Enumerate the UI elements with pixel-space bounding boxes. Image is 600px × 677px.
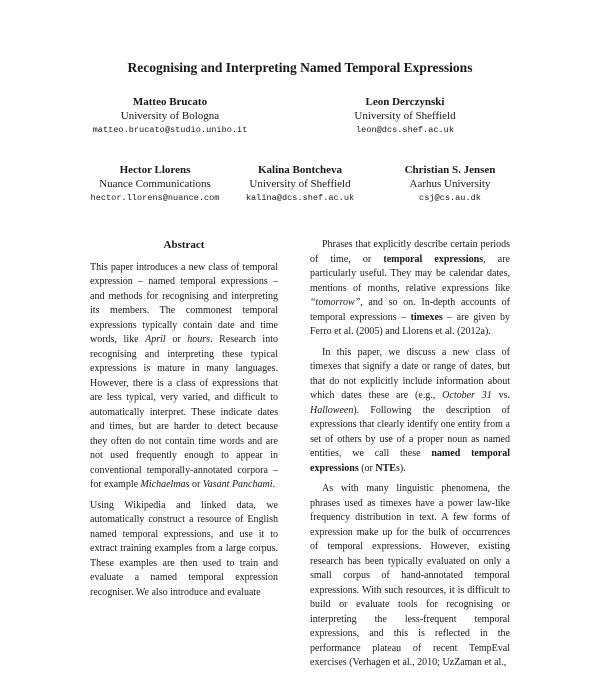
author-email: leon@dcs.shef.ac.uk xyxy=(356,125,454,135)
author-bontcheva xyxy=(225,163,375,206)
abstract-paragraph: Using Wikipedia and linked data, we automatically construct a resource of English named temporal expressions, and use it to extract training examples from a large corpus. These examples are then used to train and evaluate a named temporal expression recogniser. We also introduce and evaluate xyxy=(90,499,278,598)
author-email: hector.llorens@nuance.com xyxy=(90,193,220,203)
author-affiliation: Nuance Communications xyxy=(99,178,211,190)
author-affiliation: University of Sheffield xyxy=(249,178,351,190)
author-brucato xyxy=(90,95,250,138)
author-name: Leon Derczynski xyxy=(365,96,445,108)
author-name: Matteo Brucato xyxy=(132,96,208,108)
author-email: csj@cs.au.dk xyxy=(419,193,481,203)
body-paragraph: Phrases that explicitly describe certain periods of time, or temporal expressions, are particularly useful. They may be calendar dates, mentions of months, relative expressions like “tomorrow”, and so on. In-depth accounts of temporal expressions – timexes – are given by Ferro et al. (2005) and Llorens et al. (2012a). xyxy=(310,239,510,337)
intro-column xyxy=(310,238,510,677)
author-name: Christian S. Jensen xyxy=(404,164,496,176)
author-affiliation: University of Sheffield xyxy=(354,110,456,122)
author-email: matteo.brucato@studio.unibo.it xyxy=(92,125,248,135)
author-name: Hector Llorens xyxy=(119,164,191,176)
author-email: kalina@dcs.shef.ac.uk xyxy=(245,193,355,203)
body-paragraph: In this paper, we discuss a new class of timexes that signify a date or range of dates, but that do not explicitly include information about which dates these are (e.g., October 31 vs. Halloween). Following the description of expressions that clearly identify one entity from a set of others by use of a proper noun as named entities, we call these named temporal expressions (or NTEs). xyxy=(310,346,510,474)
paper-title: Recognising and Interpreting Named Temporal Expressions xyxy=(127,60,473,75)
author-name: Kalina Bontcheva xyxy=(257,164,343,176)
abstract-column xyxy=(90,238,278,606)
abstract-heading: Abstract xyxy=(163,239,205,251)
abstract-paragraph: This paper introduces a new class of temporal expression – named temporal expressions – and methods for recognising and interpreting its members. The commonest temporal expressions typically contain date and time words, like April or hours. Research into recognising and interpreting these typical expressions is mature in many languages. However, there is a class of expressions that are less typical, very varied, and difficult to automatically interpret. These indicate dates and times, but are harder to detect because they often do not contain time words and are not used frequently enough to appear in conventional temporally-annotated corpora – for example Michaelmas or Vasant Panchami. xyxy=(90,261,278,490)
author-affiliation: Aarhus University xyxy=(409,178,491,190)
author-llorens xyxy=(80,163,230,206)
author-jensen xyxy=(375,163,525,206)
body-paragraph: As with many linguistic phenomena, the phrases used as timexes have a power law-like frequency distribution in text. A few forms of expression make up for the bulk of occurrences of temporal expressions. However, existing research has been typically evaluated on only a small corpus of hand-annotated temporal expressions. With such resources, it is difficult to build or evaluate tools for recognising or interpreting the less-frequent temporal expressions, and this is reflected in the performance plateau of recent TempEval exercises (Verhagen et al., 2010; UzZaman et al., xyxy=(310,483,510,668)
author-affiliation: University of Bologna xyxy=(120,110,220,122)
author-derczynski xyxy=(325,95,485,138)
